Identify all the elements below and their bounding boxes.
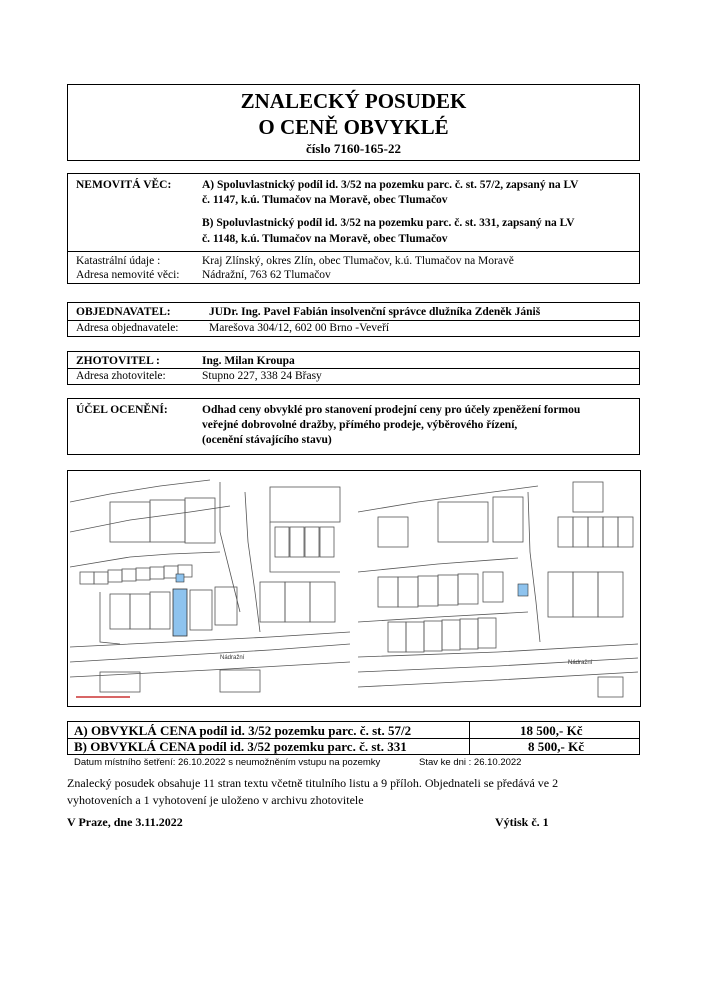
purpose-line2: veřejné dobrovolné dražby, přímého prodeje, výběrového řízení, <box>202 419 518 431</box>
cadastre-value: Kraj Zlínský, okres Zlín, obec Tlumačov, k.ú. Tlumačov na Moravě <box>202 255 514 267</box>
document-title: ZNALECKÝ POSUDEK <box>240 89 467 113</box>
property-address-value: Nádražní, 763 62 Tlumačov <box>202 269 331 281</box>
property-label: NEMOVITÁ VĚC: <box>76 179 172 191</box>
price-a-value: 18 500,- Kč <box>520 723 583 738</box>
client-box <box>67 302 640 337</box>
maps-box <box>67 470 641 707</box>
copy-number: Výtisk č. 1 <box>495 815 549 829</box>
cadastral-map-right <box>358 472 638 705</box>
cadastre-label: Katastrální údaje : <box>76 255 161 267</box>
contractor-box <box>67 351 640 385</box>
inspection-date: Datum místního šetření: 26.10.2022 s neumožněním vstupu na pozemky <box>74 757 381 768</box>
property-box <box>67 173 640 284</box>
place-date: V Praze, dne 3.11.2022 <box>67 815 183 829</box>
contractor-address-value: Stupno 227, 338 24 Břasy <box>202 370 322 382</box>
contractor-label: ZHOTOVITEL : <box>76 355 160 367</box>
price-b-value: 8 500,- Kč <box>528 739 584 754</box>
client-value: JUDr. Ing. Pavel Fabián insolvenční správce dlužníka Zdeněk Jániš <box>209 306 541 318</box>
price-a-label: A) OBVYKLÁ CENA podíl id. 3/52 pozemku parc. č. st. 57/2 <box>74 723 412 738</box>
cadastral-map-left <box>70 472 350 705</box>
title-box <box>67 84 640 161</box>
property-divider <box>68 251 639 252</box>
document-number: číslo 7160-165-22 <box>306 141 401 156</box>
purpose-line1: Odhad ceny obvyklé pro stanovení prodejní ceny pro účely zpeněžení formou <box>202 404 581 416</box>
property-b-line1: B) Spoluvlastnický podíl id. 3/52 na pozemku parc. č. st. 331, zapsaný na LV <box>202 217 575 229</box>
left-map-street-label: Nádražní <box>220 655 245 661</box>
document-subtitle: O CENĚ OBVYKLÉ <box>258 115 449 139</box>
purpose-line3: (ocenění stávajícího stavu) <box>202 434 332 446</box>
property-a-line1: A) Spoluvlastnický podíl id. 3/52 na pozemku parc. č. st. 57/2, zapsaný na LV <box>202 179 579 191</box>
property-address-label: Adresa nemovité věci: <box>76 269 180 281</box>
footer-text-line1: Znalecký posudek obsahuje 11 stran textu včetně titulního listu a 9 příloh. Objednateli se předává ve 2 <box>67 776 559 790</box>
price-b-label: B) OBVYKLÁ CENA podíl id. 3/52 pozemku parc. č. st. 331 <box>74 739 407 754</box>
state-date: Stav ke dni : 26.10.2022 <box>419 757 522 768</box>
client-address-value: Marešova 304/12, 602 00 Brno -Veveří <box>209 322 390 334</box>
contractor-address-label: Adresa zhotovitele: <box>76 370 166 382</box>
prices-table <box>67 721 640 755</box>
purpose-box <box>67 398 640 455</box>
client-label: OBJEDNAVATEL: <box>76 306 171 318</box>
property-b-line2: č. 1148, k.ú. Tlumačov na Moravě, obec Tlumačov <box>202 233 448 245</box>
prices-column-divider <box>469 722 470 754</box>
client-address-label: Adresa objednavatele: <box>76 322 179 334</box>
right-map-street-label: Nádražní <box>568 660 593 666</box>
contractor-value: Ing. Milan Kroupa <box>202 355 295 367</box>
footer-text-line2: vyhotoveních a 1 vyhotovení je uloženo v archivu zhotovitele <box>67 793 364 807</box>
purpose-label: ÚČEL OCENĚNÍ: <box>76 404 168 416</box>
property-a-line2: č. 1147, k.ú. Tlumačov na Moravě, obec Tlumačov <box>202 194 448 206</box>
